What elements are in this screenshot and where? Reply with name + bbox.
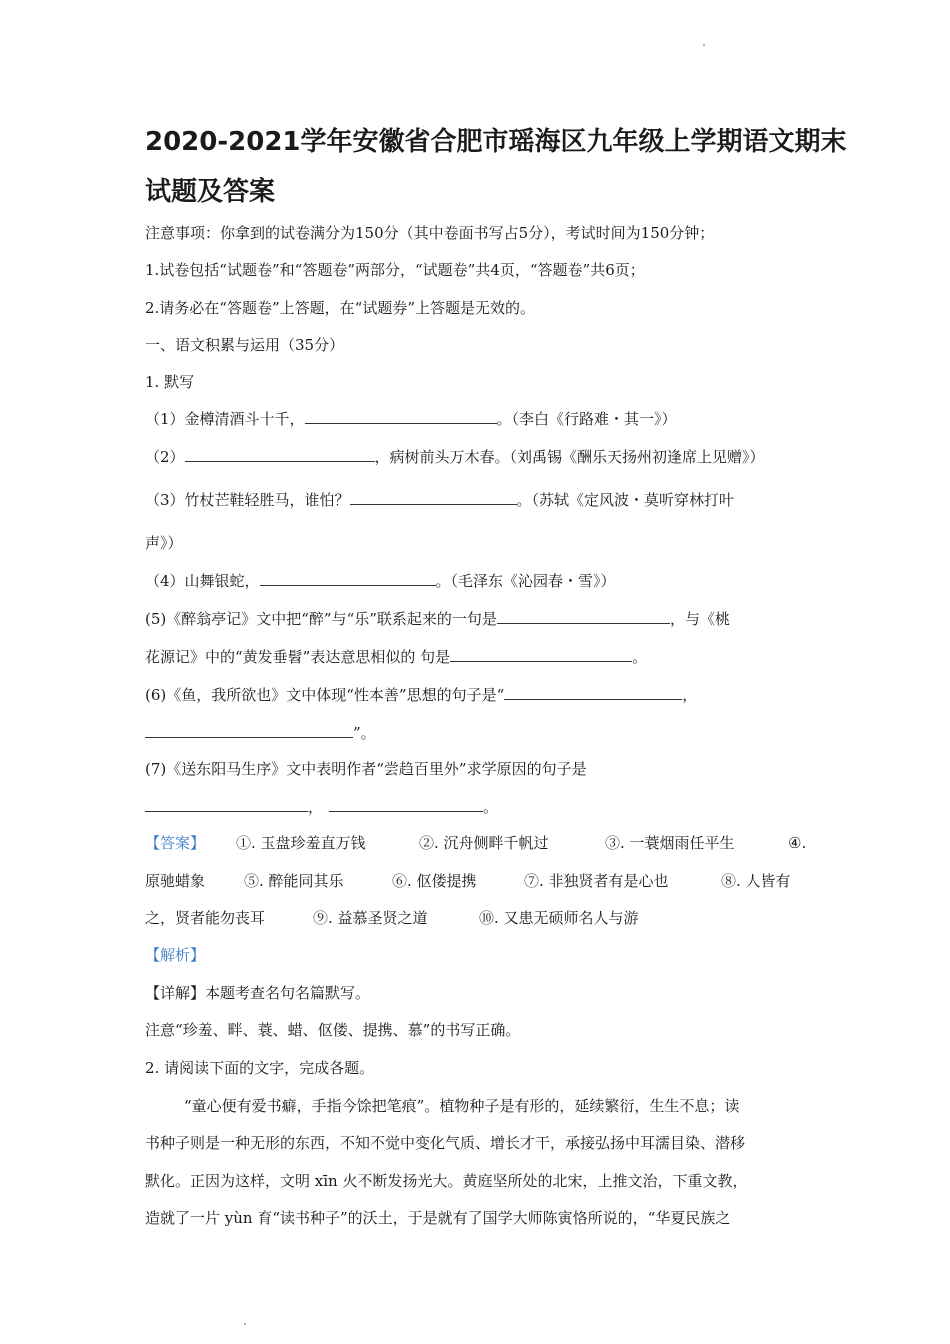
answer-item: ⑤. 醉能同其乐: [244, 872, 344, 890]
question-1-item-3: [145, 489, 734, 511]
item-text: ，: [682, 686, 698, 704]
answer-item: 之，贤者能勿丧耳: [145, 909, 266, 927]
answer-blank[interactable]: [145, 723, 353, 738]
question-1-item-6-cont: [145, 722, 376, 744]
analysis-note: 注意“珍羞、畔、蓑、蜡、伛偻、提携、慕”的书写正确。: [145, 1021, 521, 1039]
item-text: (6)《鱼，我所欲也》文中体现“性本善”思想的句子是“: [145, 686, 505, 704]
item-text: ，: [308, 798, 324, 816]
answer-item: ⑦. 非独贤者有是心也: [524, 872, 669, 890]
answer-item: ②. 沉舟侧畔千帆过: [419, 834, 549, 852]
answer-blank[interactable]: [497, 609, 670, 624]
answer-item: ⑨. 益慕圣贤之道: [313, 909, 428, 927]
passage-line: 默化。正因为这样，文明 xīn 火不断发扬光大。黄庭坚所处的北宋，上推文治，下重文教，: [145, 1172, 748, 1190]
answer-blank[interactable]: [350, 490, 517, 505]
question-1-item-7-cont: [145, 796, 498, 818]
question-1-item-4: [145, 570, 616, 592]
item-source: 。（李白《行路难・其一》）: [496, 410, 677, 428]
answer-blank[interactable]: [504, 685, 682, 700]
analysis-label: 【解析】: [145, 946, 206, 964]
answer-blank[interactable]: [329, 797, 483, 812]
question-1-item-1: [145, 408, 677, 430]
question-1-item-5-cont: [145, 646, 647, 668]
answer-blank[interactable]: [305, 409, 497, 424]
answer-blank[interactable]: [145, 797, 308, 812]
answer-item: ⑥. 伛偻提携: [392, 872, 477, 890]
answer-blank[interactable]: [450, 647, 632, 662]
item-text: （1）金樽清酒斗十千，: [145, 410, 305, 428]
section-heading: 一、语文积累与运用（35分）: [145, 336, 345, 354]
answer-item: ④.: [788, 834, 807, 852]
notice-item-2: 2.请务必在“答题卷”上答题，在“试题券”上答题是无效的。: [145, 299, 535, 317]
analysis-detail: 【详解】本题考查名句名篇默写。: [145, 984, 371, 1002]
item-text: ”。: [353, 724, 376, 742]
answer-blank[interactable]: [185, 447, 375, 462]
item-text: 。: [483, 798, 499, 816]
passage-line: 造就了一片 yùn 育“读书种子”的沃土，于是就有了国学大师陈寅恪所说的，“华夏民族之: [145, 1209, 731, 1227]
item-source: 。（毛泽东《沁园春・雪》）: [435, 572, 616, 590]
item-text: （2）: [145, 448, 185, 466]
question-1-item-7: (7)《送东阳马生序》文中表明作者“尝趋百里外”求学原因的句子是: [145, 760, 587, 778]
item-text: 花源记》中的“黄发垂髫”表达意思相似的 句是: [145, 648, 451, 666]
item-text: 。: [632, 648, 648, 666]
item-source: 。（苏轼《定风波・莫听穿林打叶: [516, 491, 735, 509]
item-text: （4）山舞银蛇，: [145, 572, 260, 590]
passage-line: “童心便有爱书癖，手指今馀把笔痕”。植物种子是有形的，延续繁衍，生生不息；读: [184, 1097, 740, 1115]
question-1-item-2: [145, 446, 765, 468]
answer-item: ③. 一蓑烟雨任平生: [605, 834, 735, 852]
question-2-heading: 2. 请阅读下面的文字，完成各题。: [145, 1059, 375, 1077]
answer-item: ⑩. 又患无硕师名人与游: [479, 909, 639, 927]
answer-line-1: [145, 832, 205, 854]
notice-line: 注意事项：你拿到的试卷满分为150分（其中卷面书写占5分），考试时间为150分钟；: [145, 224, 715, 242]
answer-label: 【答案】: [145, 834, 206, 852]
answer-blank[interactable]: [260, 571, 436, 586]
question-1-heading: 1. 默写: [145, 373, 195, 391]
corner-mark: [703, 44, 705, 46]
answer-item: ①. 玉盘珍羞直万钱: [236, 834, 366, 852]
document-title-line1: 2020-2021学年安徽省合肥市瑶海区九年级上学期语文期末: [145, 127, 847, 157]
answer-item: 原驰蜡象: [145, 872, 206, 890]
item-source: ，病树前头万木春。（刘禹锡《酬乐天扬州初逢席上见赠》）: [374, 448, 765, 466]
item-text: （3）竹杖芒鞋轻胜马，谁怕？: [145, 491, 350, 509]
question-1-item-5: [145, 608, 730, 630]
notice-item-1: 1.试卷包括“试题卷”和“答题卷”两部分，“试题卷”共4页，“答题卷”共6页；: [145, 261, 645, 279]
question-1-item-3-cont: 声》）: [145, 534, 183, 552]
question-1-item-6: [145, 684, 697, 706]
footer-mark: [244, 1323, 246, 1325]
passage-line: 书种子则是一种无形的东西，不知不觉中变化气质、增长才干，承接弘扬中耳濡目染、潜移: [145, 1134, 746, 1152]
document-title-line2: 试题及答案: [145, 177, 276, 207]
item-text: (5)《醉翁亭记》文中把“醉”与“乐”联系起来的一句是: [145, 610, 497, 628]
item-text: ，与《桃: [669, 610, 730, 628]
answer-item: ⑧. 人皆有: [721, 872, 791, 890]
